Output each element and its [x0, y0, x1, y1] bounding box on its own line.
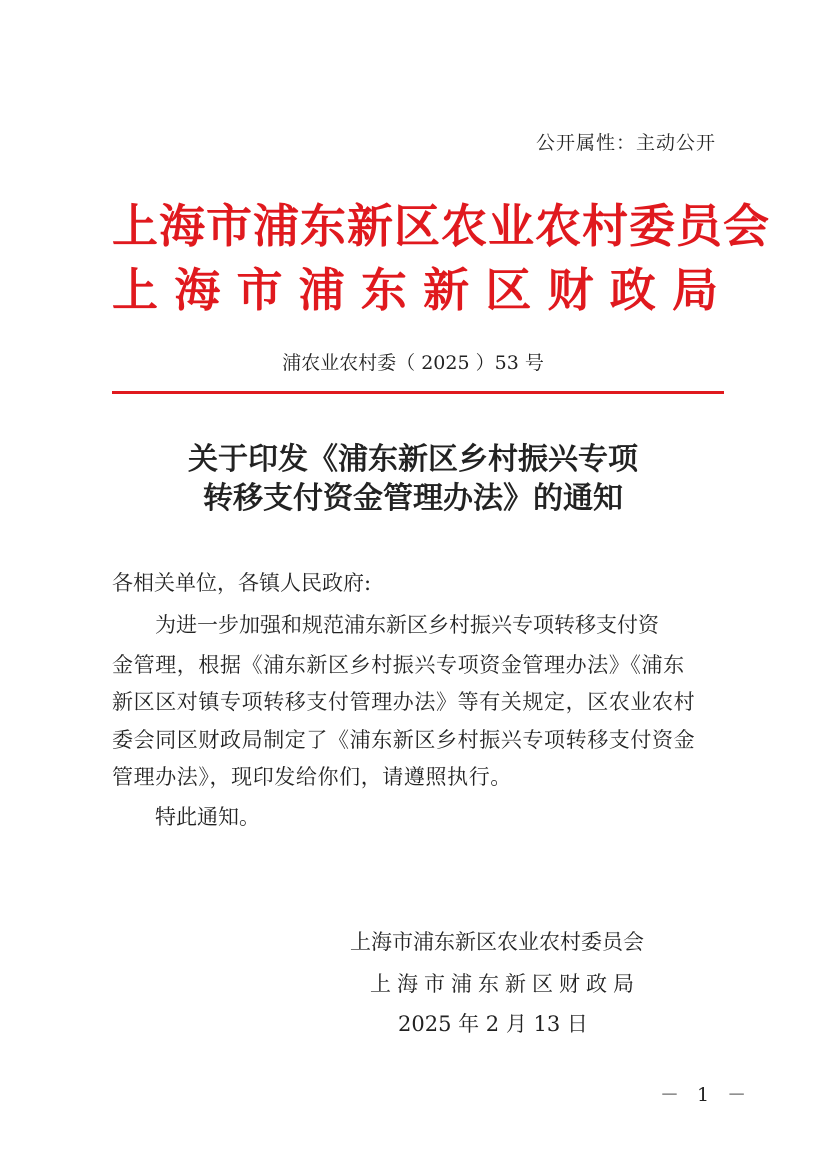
paragraph-line: 管理办法》，现印发给你们，请遵照执行。 [112, 765, 512, 789]
org-char: 浦 [298, 263, 345, 317]
paragraph-line: 金管理，根据《浦东新区乡村振兴专项资金管理办法》《浦东 [112, 653, 685, 677]
signature-date: 2025 年 2 月 13 日 [398, 1012, 588, 1036]
org-char: 政 [609, 263, 656, 317]
page-number: － 1 － [660, 1084, 753, 1106]
org-char: 东 [360, 263, 407, 317]
document-number: 浦农业农村委（ 2025 ）53 号 [282, 352, 544, 374]
paragraph-line: 为进一步加强和规范浦东新区乡村振兴专项转移支付资 [155, 613, 659, 637]
disclosure-attribute: 公开属性：主动公开 [535, 132, 716, 154]
addressee: 各相关单位，各镇人民政府: [112, 571, 372, 595]
signature-org-agriculture: 上海市浦东新区农业农村委员会 [350, 930, 644, 954]
closing-line: 特此通知。 [155, 805, 260, 829]
org-char: 新 [423, 263, 470, 317]
org-char: 局 [671, 263, 718, 317]
red-divider-line [112, 391, 724, 394]
issuing-org-finance [112, 262, 718, 318]
org-char: 上 [112, 263, 158, 317]
org-char: 海 [174, 263, 221, 317]
org-char: 区 [485, 263, 532, 317]
paragraph-line: 新区区对镇专项转移支付管理办法》等有关规定，区农业农村 [112, 690, 696, 714]
paragraph-line: 委会同区财政局制定了《浦东新区乡村振兴专项转移支付资金 [112, 728, 696, 752]
notice-title-line-2: 转移支付资金管理办法》的通知 [203, 481, 623, 516]
org-char: 财 [547, 263, 594, 317]
org-char: 市 [236, 263, 283, 317]
signature-org-finance: 上海市浦东新区财政局 [370, 972, 640, 996]
notice-title-line-1: 关于印发《浦东新区乡村振兴专项 [188, 442, 638, 477]
issuing-org-agriculture: 上海市浦东新区农业农村委员会 [112, 199, 770, 253]
